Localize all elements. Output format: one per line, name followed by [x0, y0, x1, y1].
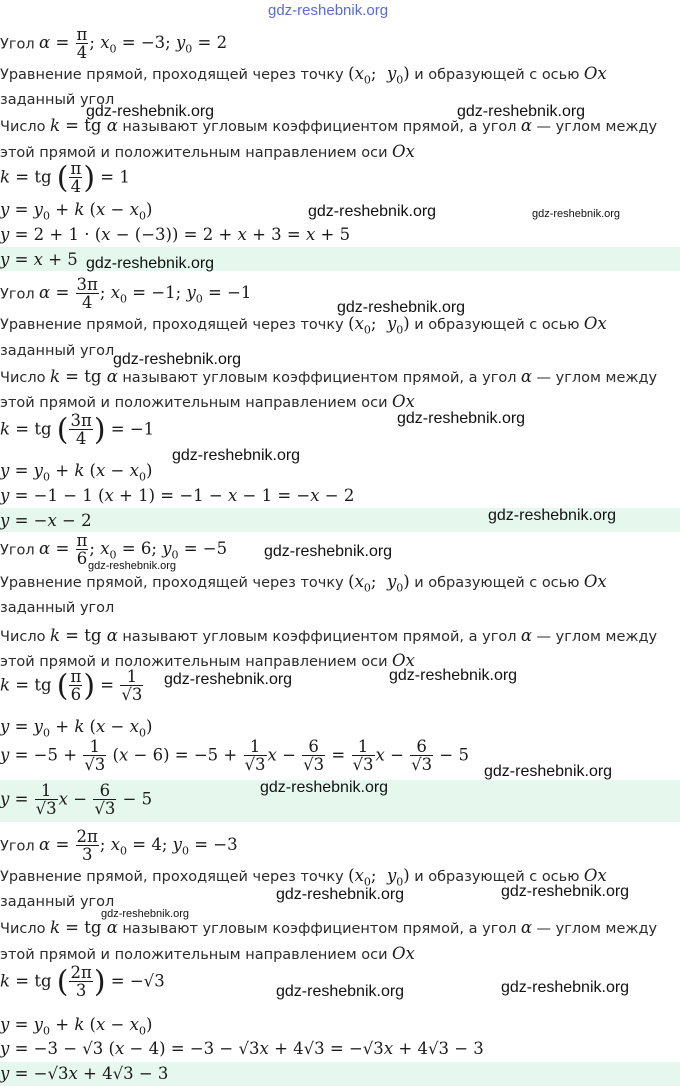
general-form: $y = y_0 + k$ $(x - x_0)$ [0, 717, 153, 740]
equation-intro: Уравнение прямой, проходящей через точку ($x_0$; $y_0$) и образующей с осью Ox [0, 64, 607, 87]
equation-intro: Уравнение прямой, проходящей через точку ($x_0$; $y_0$) и образующей с осью Ox [0, 866, 607, 889]
watermark: gdz-reshebnik.org [164, 671, 293, 688]
watermark: gdz-reshebnik.org [88, 560, 177, 572]
k-calculation: k = tg ( $\frac{\pi}{4}$ ) = 1 [0, 159, 130, 197]
answer: y = −x − 2 [0, 511, 92, 530]
watermark: gdz-reshebnik.org [389, 667, 518, 684]
angle-label: Угол [0, 36, 35, 53]
problem-given: Угол α = $\frac{\pi}{6}$ ; $x_0 = 6$; $y_0 = -5$ [0, 531, 228, 569]
equation-intro-cont: заданный угол [0, 343, 115, 359]
watermark: gdz-reshebnik.org [501, 979, 630, 996]
equation-intro: Уравнение прямой, проходящей через точку ($x_0$; $y_0$) и образующей с осью Ox [0, 572, 607, 595]
equation-intro-cont: заданный угол [0, 894, 115, 910]
watermark: gdz-reshebnik.org [86, 103, 215, 120]
watermark: gdz-reshebnik.org [260, 779, 389, 796]
problem-given: Угол α = $\frac{3\pi}{4}$ ; $x_0 = -1$; $y_0 = -1$ [0, 275, 252, 313]
equation-intro-cont: заданный угол [0, 92, 115, 108]
watermark: gdz-reshebnik.org [86, 255, 215, 272]
problem-given: Угол α = $\frac{\pi}{4}$ ; $x_0 = -3$; $y_0 = 2$ [0, 25, 228, 63]
general-form: $y = y_0 + k$ $(x - x_0)$ [0, 461, 153, 484]
watermark: gdz-reshebnik.org [457, 103, 586, 120]
k-calculation: k = tg ( $\frac{\pi}{6}$ ) = $\frac{1}{√3}$ [0, 667, 143, 705]
substitution: y = −1 − 1 (x + 1) = −1 − x − 1 = −x − 2 [0, 486, 355, 505]
slope-definition-cont: этой прямой и положительным направлением оси Ox [0, 392, 415, 411]
watermark: gdz-reshebnik.org [337, 299, 466, 316]
general-form: $y = y_0 + k$ $(x - x_0)$ [0, 1015, 153, 1038]
watermark: gdz-reshebnik.org [276, 886, 405, 903]
general-form: $y = y_0 + k$ $(x - x_0)$ [0, 200, 153, 223]
slope-definition: Число k = tg α называют угловым коэффициентом прямой, а угол α — углом между [0, 918, 658, 937]
slope-definition: Число k = tg α называют угловым коэффициентом прямой, а угол α — углом между [0, 116, 658, 135]
substitution: y = −3 − √3 (x − 4) = −3 − √3x + 4√3 = −√3x + 4√3 − 3 [0, 1039, 484, 1058]
watermark: gdz-reshebnik.org [484, 763, 613, 780]
watermark: gdz-reshebnik.org [397, 410, 526, 427]
watermark: gdz-reshebnik.org [264, 543, 393, 560]
watermark: gdz-reshebnik.org [172, 447, 301, 464]
substitution: y = −5 + $\frac{1}{√3}$ (x − 6) = −5 + $\frac{1}{√3}$ x − $\frac{6}{√3}$ = $\frac{1}{√3}$ x − $\frac{6}{√3}$ − 5 [0, 737, 469, 775]
watermark: gdz-reshebnik.org [276, 983, 405, 1000]
header-watermark: gdz-reshebnik.org [268, 2, 389, 19]
slope-definition: Число k = tg α называют угловым коэффициентом прямой, а угол α — углом между [0, 626, 658, 645]
watermark: gdz-reshebnik.org [488, 507, 617, 524]
slope-definition-cont: этой прямой и положительным направлением оси Ox [0, 651, 415, 670]
watermark: gdz-reshebnik.org [308, 203, 437, 220]
substitution: y = 2 + 1 · (x − (−3)) = 2 + x + 3 = x + 5 [0, 225, 351, 244]
slope-definition-cont: этой прямой и положительным направлением оси Ox [0, 944, 415, 963]
watermark: gdz-reshebnik.org [501, 883, 630, 900]
answer: y = $\frac{1}{√3}$ x − $\frac{6}{√3}$ − 5 [0, 781, 153, 819]
k-calculation: k = tg ( $\frac{2\pi}{3}$ ) = −√3 [0, 963, 165, 1001]
watermark: gdz-reshebnik.org [532, 208, 621, 220]
problem-given: Угол α = $\frac{2\pi}{3}$ ; $x_0 = 4$; $y_0 = -3$ [0, 827, 238, 865]
slope-definition: Число k = tg α называют угловым коэффициентом прямой, а угол α — углом между [0, 367, 658, 386]
slope-definition-cont: этой прямой и положительным направлением оси Ox [0, 142, 415, 161]
answer: y = x + 5 [0, 250, 78, 269]
k-calculation: k = tg ( $\frac{3\pi}{4}$ ) = −1 [0, 411, 155, 449]
answer: y = −√3x + 4√3 − 3 [0, 1064, 169, 1083]
equation-intro-cont: заданный угол [0, 600, 115, 616]
equation-intro: Уравнение прямой, проходящей через точку ($x_0$; $y_0$) и образующей с осью Ox [0, 314, 607, 337]
watermark: gdz-reshebnik.org [113, 351, 242, 368]
watermark: gdz-reshebnik.org [101, 908, 190, 920]
